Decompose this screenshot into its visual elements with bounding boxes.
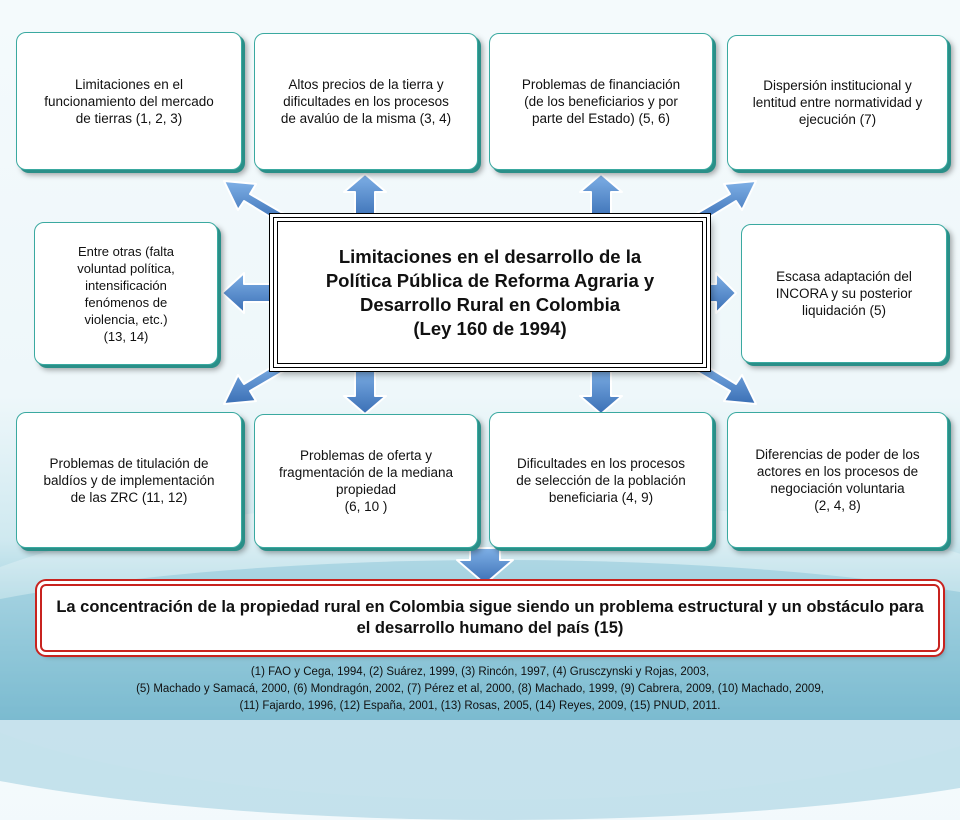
- box-text-line: funcionamiento del mercado: [44, 93, 214, 109]
- limitation-box-power-differences: [727, 412, 948, 548]
- box-text-line: (13, 14): [103, 328, 149, 344]
- central-title-law: (Ley 160 de 1994): [413, 317, 567, 339]
- box-text-line: fenómenos de: [84, 294, 168, 310]
- arrow-diagonal-down-right: [694, 362, 756, 404]
- box-text-line: Problemas de oferta y: [299, 448, 433, 463]
- box-text-line: fragmentación de la mediana: [278, 465, 454, 480]
- arrow-up: [344, 174, 386, 220]
- arrow-left: [222, 273, 274, 313]
- box-text-line: de avalúo de la misma (3, 4): [280, 111, 452, 126]
- box-text-line: Problemas de financiación: [521, 77, 681, 92]
- limitation-box-supply-fragmentation: [254, 414, 478, 548]
- box-text-line: (6, 10 ): [344, 499, 388, 514]
- box-text-line: de las ZRC (11, 12): [70, 489, 188, 505]
- reference-line: (1) FAO y Cega, 1994, (2) Suárez, 1999, (3) Rincón, 1997, (4) Grusczynski y Rojas, 2003,: [250, 666, 710, 678]
- box-text-line: (2, 4, 8): [814, 498, 861, 513]
- box-text-line: dificultades en los procesos: [283, 94, 449, 109]
- limitation-box-titling: [16, 412, 242, 548]
- limitation-box-beneficiary-selection: [489, 412, 713, 548]
- box-text-line: voluntad política,: [77, 260, 175, 276]
- limitation-box-institutional-dispersion: [727, 35, 948, 170]
- box-text-line: Diferencias de poder de los: [755, 447, 920, 462]
- box-text-line: INCORA y su posterior: [775, 286, 913, 301]
- arrow-right: [706, 273, 736, 313]
- conclusion-text-line: La concentración de la propiedad rural en Colombia sigue siendo un problema estructural y un: [56, 598, 802, 616]
- box-text-line: ejecución (7): [798, 112, 877, 127]
- limitation-box-land-prices: [254, 33, 478, 170]
- box-text-line: negociación voluntaria: [770, 481, 905, 496]
- box-text-line: baldíos y de implementación: [43, 472, 215, 488]
- box-text-line: Dificultades en los procesos: [516, 455, 686, 471]
- box-text-line: parte del Estado) (5, 6): [531, 111, 671, 126]
- arrow-down: [344, 368, 386, 414]
- box-text-line: de selección de la población: [516, 472, 686, 488]
- box-text-line: Problemas de titulación de: [49, 455, 209, 471]
- box-text-line: lentitud entre normatividad y: [752, 95, 923, 110]
- arrow-down: [580, 368, 622, 414]
- reference-line: (5) Machado y Samacá, 2000, (6) Mondragón, 2002, (7) Pérez et al, 2000, (8) Machado, 1999, (9) Cabrera, 2009, (10) Machado, 2009,: [136, 683, 824, 695]
- box-text-line: intensificación: [85, 277, 167, 293]
- box-text-line: Limitaciones en el: [74, 76, 184, 92]
- arrow-down-conclusion: [457, 548, 513, 584]
- box-text-line: de tierras (1, 2, 3): [75, 110, 183, 126]
- central-title-box: [273, 217, 707, 368]
- limitation-box-land-market: [16, 32, 242, 170]
- central-title-line: Desarrollo Rural en Colombia: [359, 293, 621, 315]
- arrow-up: [580, 174, 622, 220]
- box-text-line: Escasa adaptación del: [776, 269, 912, 284]
- references: [0, 664, 960, 715]
- conclusion-box: [40, 584, 940, 652]
- limitation-box-financing: [489, 33, 713, 170]
- box-text-line: Dispersión institucional y: [763, 78, 912, 93]
- box-text-line: actores en los procesos de: [756, 464, 919, 479]
- arrow-diagonal-down-left: [224, 362, 286, 404]
- box-text-line: beneficiaria (4, 9): [548, 489, 654, 505]
- conclusion-text-line: obstáculo para el desarrollo humano del país (15): [356, 598, 924, 637]
- box-text-line: (de los beneficiarios y por: [524, 94, 678, 109]
- box-text-line: Altos precios de la tierra y: [288, 77, 444, 92]
- box-text-line: violencia, etc.): [84, 311, 168, 327]
- reference-line: (11) Fajardo, 1996, (12) España, 2001, (13) Rosas, 2005, (14) Reyes, 2009, (15) PNUD, 2011.: [239, 700, 721, 712]
- central-title-line: Política Pública de Reforma Agraria y: [325, 269, 655, 291]
- limitation-box-incora: [741, 224, 947, 363]
- box-text-line: propiedad: [335, 482, 397, 497]
- box-text-line: liquidación (5): [801, 303, 887, 318]
- box-text-line: Entre otras (falta: [77, 243, 175, 259]
- limitation-box-others: [34, 222, 218, 365]
- central-title-line: Limitaciones en el desarrollo de la: [338, 245, 642, 267]
